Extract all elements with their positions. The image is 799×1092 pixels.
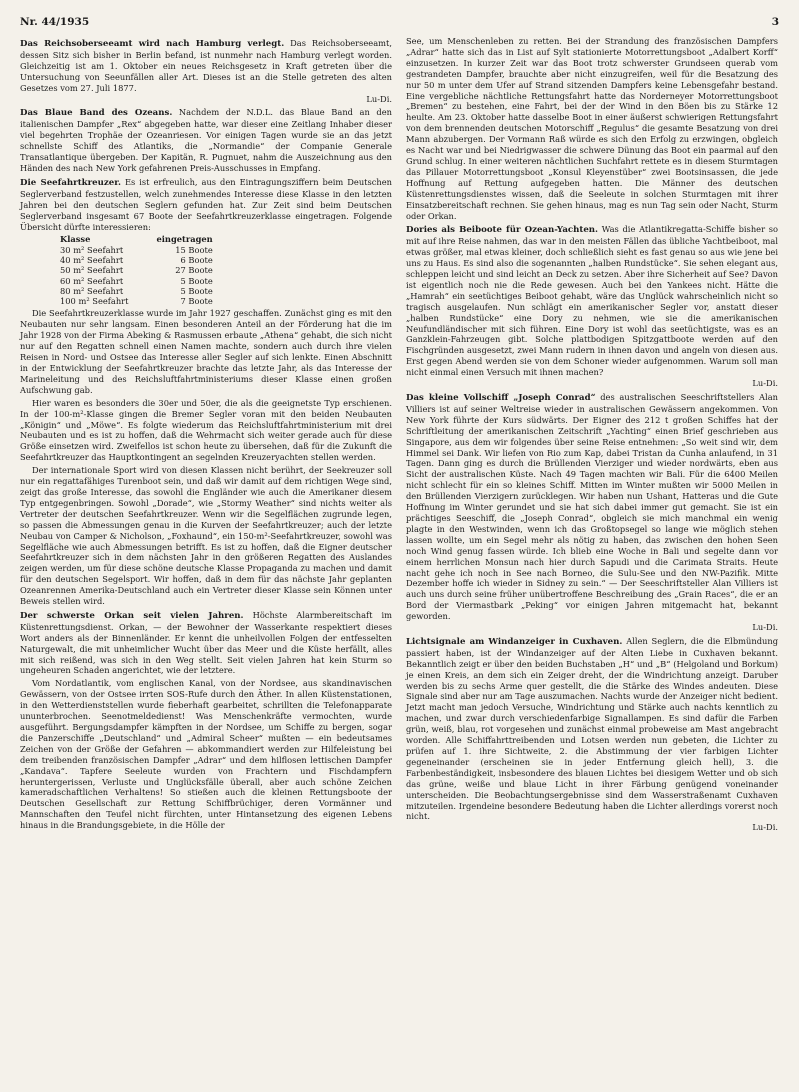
issue-number: Nr. 44/1935 [20, 16, 90, 28]
table-cell-klasse: 30 m² Seefahrt [60, 244, 124, 255]
article-text: Das Reichsoberseeamt, dessen Sitz sich bisher in Berlin befand, ist nunmehr nach Hamburg verlegt worden. Gleichzeitig ist am 1. Oktober ein neues Reichsgesetz in Kraft getreten über die Untersuchung von Seeunfällen aller Art. Dieses ist an die Stelle getreten des alten Gesetzes vom 27. Juli 1877. [20, 38, 393, 93]
table-cell-klasse: 80 m² Seefahrt [60, 285, 124, 296]
page-header [20, 8, 779, 36]
table-header-klasse: Klasse [60, 234, 91, 245]
article-signature: Lu-Di. [752, 378, 778, 389]
left-column [20, 36, 392, 836]
article-signature: Lu-Di. [752, 822, 778, 833]
columns [20, 36, 779, 836]
article-paragraph: See, um Menschenleben zu retten. Bei der Strandung des französischen Dampfers „Adrar“ hatte sich das in List auf Sylt stationierte Motorrettungsboot „Adalbert Korff“ einzusetzen. In kurzer Zeit war das Boot trotz schwerster Grundseen querab vom gestrandeten Dampfer, brauchte aber nicht einzugreifen, weil für die Besatzung des nur 50 m unter dem Ufer auf Strand sitzenden Dampfers keine Lebensgefahr bestand. Eine vergebliche nächtliche Rettungsfahrt hatte das Norderneyer Motorrettungsboot „Bremen“ zu bestehen, eine Fahrt, bei der der Wind in den Böen bis zu Stärke 12 heulte. Am 23. Oktober hatte dasselbe Boot in einer äußerst schwierigen Rettungsfahrt von dem brennenden deutschen Motorschiff „Regulus“ die gesamte Besatzung von drei Mann abzubergen. Der Vormann Raß würde es sich den Erfolg zu erzwingen, obgleich es Nacht war und bei Niedrigwasser die schwere Dünung das Boot ein paarmal auf den Grund schlug. In einer weiteren nächtlichen Suchfahrt rettete es in diesem Sturmtagen das Pillauer Motorrettungsboot „Konsul Kleyenstüber“ zwei Bootsinsassen, die jede Hoffnung auf Rettung aufgegeben hatten. Die Männer des deutschen Küstenrettungsdienstes wissen, daß die Seeleute in solchen Sturmtagen mit ihrer Einsatzbereitschaft rechnen. Sie gehen hinaus, mag es nun Tag sein oder Nacht, Sturm oder Orkan. [406, 36, 778, 221]
table-row [60, 265, 219, 275]
article-paragraph: Hier waren es besonders die 30er und 50er, die als die geeignetste Typ erschienen. In der 100-m²-Klasse gingen die Bremer Segler voran mit den beiden Neubauten „Königin“ und „Möwe“. Es folgte wiederum das Reichsluftfahrtministerium mit drei Neubauten und es ist zu hoffen, daß die Wehrmacht sich weiter gerade auch für diese Größe einsetzen wird. Zweifellos ist schon heute zu übersehen, daß für die Zukunft die Seefahrtkreuzer das Hauptkontingent an segelnden Kreuzeryachten stellen werden. [20, 397, 392, 463]
article-paragraph: Die Seefahrtkreuzerklasse wurde im Jahr 1927 geschaffen. Zunächst ging es mit den Neubauten nur sehr langsam. Einen besonderen Anteil an der Förderung hat die im Jahr 1928 von der Firma Abeking & Rasmussen erbaute „Athena“ gehabt, die sich nicht nur auf den Regatten schnell einen Namen machte, sondern auch durch ihre vielen Reisen in Nord- und Ostsee das Interesse aller Segler auf sich lenkte. Einen Abschnitt in der Entwicklung der Seefahrtkreuzer brachte das letzte Jahr, als das Interesse der Marineleitung und des Reichsluftfahrtministeriums dieser Klasse einen großen Aufschwung gab. [20, 308, 392, 395]
table-cell-klasse: 60 m² Seefahrt [60, 275, 124, 286]
article-seefahrtkreuzer [20, 177, 392, 607]
table-cell-klasse: 50 m² Seefahrt [60, 265, 124, 276]
table-cell-klasse: 40 m² Seefahrt [60, 255, 124, 265]
article-paragraph: Vom Nordatlantik, vom englischen Kanal, von der Nordsee, aus skandinavischen Gewässern, von der Ostsee irrten SOS-Rufe durch den Äther. In allen Küstenstationen, in den Wetterdienststellen wurde fieberhaft gearbeitet, schrillten die Telefonapparate ununterbrochen. Seenotmeldedienst! Was Menschenkräfte vermochten, wurde ausgeführt. Bergungsdampfer kämpften in der Nordsee, um Schiffe zu bergen, sogar die Panzerschiffe „Deutschland“ und „Admiral Scheer“ mußten — ein bedeutsames Zeichen von der Größe der Gefahren — abkommandiert werden zur Hilfeleistung bei dem treibenden französischen Dampfer „Adrar“ und dem hilflosen lettischen Dampfer „Kandava“. Tapfere Seeleute wurden von Frachtern und Fischdampfern heruntergerissen, Verluste und Unglücksfälle überall, aber auch schöne Zeichen kameradschaftlichen Verhaltens! So stießen auch die kleinen Rettungsboote der Deutschen Gesellschaft zur Rettung Schiffbrüchiger, deren Vormänner und Mannschaften den Teufel nicht fürchten, unter Hintansetzung des eigenen Lebens hinaus in die Brandungsgebiete, in die Hölle der [20, 678, 392, 831]
article-title: Das kleine Vollschiff „Joseph Conrad“ [406, 393, 596, 403]
article-dories [406, 224, 778, 389]
article-blaues-band [20, 107, 392, 173]
table-row [60, 286, 219, 296]
article-orkan-continued [406, 36, 778, 221]
article-orkan [20, 610, 392, 831]
article-signature: Lu-Di. [366, 93, 392, 104]
article-title: Das Blaue Band des Ozeans. [20, 108, 173, 119]
table-row [60, 245, 219, 255]
article-title: Die Seefahrtkreuzer. [20, 177, 121, 188]
article-text: Nachdem der N.D.L. das Blaue Band an den italienischen Dampfer „Rex“ abgegeben hatte, war dieser eine Zeitlang Inhaber dieser viel begehrten Trophäe der Ozeanriesen. Vor einigen Tagen wurde sie an das jetzt schnellste Schiff des Atlantiks, die „Normandie“ der Companie Generale Transatlantique übergeben. Der Kapitän, R. Pugnuet, nahm die Auszeichnung aus den Händen des nach New York gefahrenen Preis-Ausschusses in Empfang. [20, 107, 392, 173]
table-cell-anzahl: 5 Boote [180, 275, 213, 286]
article-text: des australischen Seeschriftstellers Alan Villiers ist auf seiner Weltreise wieder in australischen Gewässern angekommen. Von New York führte der Kurs südwärts. Der Eigner des 212 t großen Schiffes hat der Schriftleitung der amerikanischen Zeitschrift „Yachting“ einen Brief geschrieben aus Singapore, aus dem wir folgendes über seine Reise entnehmen: „So weit sind wir, dem Himmel sei Dank. Wir liefen von Rio zum Kap, dabei Tristan da Cunha anlaufend, in 31 Tagen. Dann ging es durch die Brüllenden Vierziger und wieder nordwärts, eben aus Sicht der australischen Küste. Nach 49 Tagen machten wir Bali. Für die 6400 Meilen nicht schlecht für ein so kleines Schiff. Mitten im Winter mußten wir 5000 Meilen in den Brüllenden Vierzigern zurücklegen. Wir haben nun Ushant, Hatteras und die Gute Hoffnung im Winter gerundet und sie hat sich dabei immer gut gemacht. Sie ist ein prächtiges Seeschiff, die „Joseph Conrad“, obgleich sie mich manchmal ein wenig plagte in den Westwinden, wenn ich das Großtopsegel so lange wie möglich stehen lassen wollte, um ein Segel mehr als nötig zu haben, das zwischen den hohen Seen noch Wind genug fassen würde. Ich blieb eine Woche in Bali und segelte dann vor einem herrlichen Monsun nach hier durch Sapudi und die Carimata Straits. Heute nacht gehe ich noch in See nach Borneo, die Sulu-See und den NW-Pazifik. Mitte Dezember hoffe ich wieder in Sidney zu sein.“ — Der Seeschriftsteller Alan Villiers ist auch uns durch seine früher unübertroffene Beschreibung des „Grain Races“, die er an Bord der Viermastbark „Peking“ vor einigen Jahren mitgemacht hat, bekannt geworden. [406, 392, 778, 622]
table-row [60, 296, 219, 306]
table-header-eingetragen: eingetragen [156, 234, 213, 245]
article-title: Dories als Beiboote für Ozean-Yachten. [406, 225, 599, 236]
page-number: 3 [771, 16, 779, 28]
article-title: Das Reichsoberseeamt wird nach Hamburg verlegt. [20, 39, 285, 49]
table-cell-anzahl: 7 Boote [180, 296, 213, 307]
right-column [406, 36, 778, 836]
article-text: Allen Seglern, die die Elbmündung passiert haben, ist der Windanzeiger auf der Alten Liebe in Cuxhaven bekannt. Bekanntlich zeigt er über den beiden Buchstaben „H“ und „B“ (Helgoland und Borkum) je einen Kreis, an dem sich ein Zeiger dreht, der die Windrichtung anzeigt. Daruber werden bis zu sechs Arme quer gestellt, die die Stärke des Windes andeuten. Diese Signale sind aber nur am Tage auszumachen. Nachts wurde der Anzeiger nicht bedient. Jetzt macht man jedoch Versuche, Windrichtung und Stärke auch nachts kenntlich zu machen, und zwar durch verschiedenfarbige Signallampen. Es sind dafür die Farben grün, weiß, blau, rot vorgesehen und zunächst einmal probeweise am Mast angebracht worden. Alle Schiffahrttreibenden und Lotsen werden nun gebeten, die Lichter zu prüfen auf 1. ihre Sichtweite, 2. die Abstimmung der vier farbigen Lichter gegeneinander (erscheinen sie in jeder Entfernung gleich hell), 3. die Farbenbeständigkeit, insbesondere des blauen Lichtes bei diesigem Wetter und ob sich das grüne, weiße und blaue Licht in ihrer Färbung genügend voneinander unterscheiden. Die Beobachtungsergebnisse sind dem Wasserstraßenamt Cuxhaven mitzuteilen. Irgendeine besondere Bedeutung haben die Lichter allerdings vorerst noch nicht. [406, 635, 779, 822]
article-signature: Lu-Di. [752, 622, 778, 633]
article-title: Lichtsignale am Windanzeiger in Cuxhaven. [406, 636, 623, 647]
table-cell-anzahl: 27 Boote [175, 265, 213, 276]
article-text: Höchste Alarmbereitschaft im Küstenrettungsdienst. Orkan, — der Bewohner der Wasserkante respektiert dieses Wort anders als der Binnenländer. Er kennt die unheilvollen Folgen der entfesselten Naturgewalt, die mit unheimlicher Wucht über das Meer und die Küste herfällt, alles mit sich reißend, was sich in den Weg stellt. Seit vielen Jahren hat kein Sturm so ungeheuren Schaden angerichtet, wie der letztere. [20, 609, 392, 676]
table-cell-anzahl: 15 Boote [175, 244, 213, 255]
article-lichtsignale [406, 636, 778, 833]
table-cell-klasse: 100 m² Seefahrt [60, 296, 129, 307]
klasse-table [60, 234, 219, 306]
table-row [60, 255, 219, 265]
table-row [60, 276, 219, 286]
article-text: Was die Atlantikregatta-Schiffe bisher so mit auf ihre Reise nahmen, das war in den meisten Fällen das übliche Yachtbeiboot, mal etwas größer, mal etwas kleiner, doch schließlich sieht es fast genau so aus wie jene bei uns zu Haus. Es sind also die sogenannten „halben Rundstücke“. Sie sehen elegant aus, schleppen leicht und sind leicht an Deck zu setzen. Aber ihre Sicherheit auf See? Davon ist eigentlich noch nie die Rede gewesen. Auch bei den Yankees nicht. Hätte die „Hamrah“ ein seetüchtiges Beiboot gehabt, wäre das Unglück wahrscheinlich nicht so tragisch ausgelaufen. Nun schlägt ein amerikanischer Segler vor, anstatt dieser „halben Rundstücke“ eine Dory zu nehmen, wie sie die amerikanischen Neufundländischer mit sich führen. Eine Dory ist wohl das seetüchtigste, was es an Ganzklein-Fahrzeugen gibt. Solche plattbodigen Spitzgattboote werden auf den Fischgründen ausgesetzt, zwei Mann rudern in ihnen davon und angeln von diesen aus. Erst gegen Abend werden sie von dem Schoner wieder aufgenommen. Warum soll man nicht einmal einen Versuch mit ihnen machen? [406, 224, 778, 378]
article-reichsoberseeamt [20, 38, 392, 104]
article-paragraph: Der internationale Sport wird von diesen Klassen nicht berührt, der Seekreuzer soll nur ein regattafähiges Turenboot sein, und daß wir damit auf dem richtigen Wege sind, zeigt das große Interesse, das sowohl die Engländer wie auch die Amerikaner diesem Typ entgegenbringen. Sowohl „Dorade“, wie „Stormy Weather“ sind nichts weiter als Vertreter der deutschen Seefahrtkreuzer. Wenn wir die Segelflächen zugrunde legen, so passen die Abmessungen genau in die Kurven der Seefahrtkreuzer; auch der letzte Neubau von Camper & Nicholson, „Foxhaund“, ein 150-m²-Seefahrtkreuzer, sowohl was Segelfläche wie auch Abmessungen betrifft. Es ist zu hoffen, daß die Eigner deutscher Seefahrtkreuzer sich in dem nächsten Jahr in den größeren Regatten des Auslandes zeigen werden, um für diese schöne deutsche Klasse Propaganda zu machen und damit für den deutschen Segelsport. Wir hoffen, daß in dem für das nächste Jahr geplanten Ozeanrennen Amerika-Deutschland auch ein Vertreter dieser Klasse sein Können unter Beweis stellen wird. [20, 465, 392, 607]
table-cell-anzahl: 5 Boote [180, 285, 213, 296]
table-cell-anzahl: 6 Boote [180, 255, 213, 265]
article-title: Der schwerste Orkan seit vielen Jahren. [20, 610, 244, 621]
article-joseph-conrad [406, 392, 778, 633]
article-text: Es ist erfreulich, aus den Eintragungsziffern beim Deutschen Seglerverband festzustellen, welch zunehmendes Interesse diese Klasse in den letzten Jahren bei den deutschen Seglern gefunden hat. Zur Zeit sind beim Deutschen Seglerverband insgesamt 67 Boote der Seefahrtkreuzerklasse eingetragen. Folgende Übersicht dürfte interessieren: [20, 176, 393, 232]
